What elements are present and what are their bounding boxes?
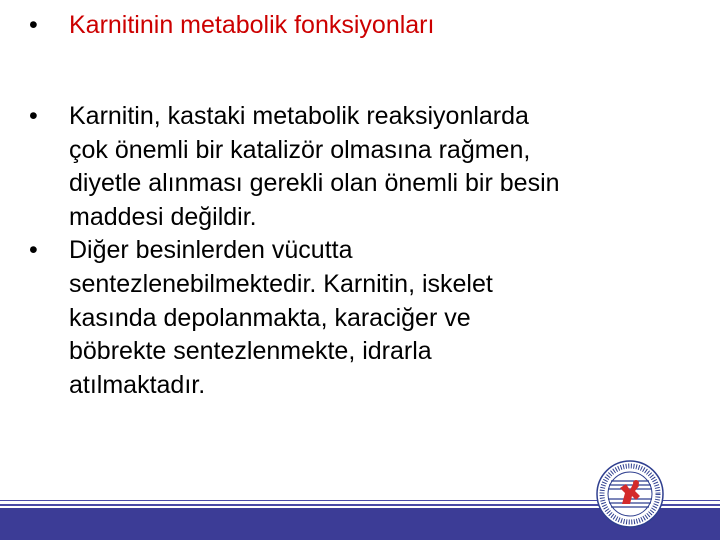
list-item-text: Karnitin, kastaki metabolik reaksiyonlarda çok önemli bir katalizör olmasına rağmen, diyetle alınması gerekli olan önemli bir besin maddesi değildir. <box>69 102 560 231</box>
list-item <box>29 100 699 234</box>
bullet: • <box>29 236 38 265</box>
slide-title: Karnitinin metabolik fonksiyonları <box>69 11 435 39</box>
slide-title-row <box>29 10 434 40</box>
list-item-text: Diğer besinlerden vücutta sentezlenebilmektedir. Karnitin, iskelet kasında depolanmakta, karaciğer ve böbrekte sentezlenmekte, idrarla atılmaktadır. <box>69 236 493 399</box>
list-item <box>29 234 699 402</box>
bullet: • <box>29 102 38 130</box>
bullet-list <box>29 100 699 402</box>
bullet: • <box>29 11 38 39</box>
university-seal-icon <box>596 460 664 528</box>
